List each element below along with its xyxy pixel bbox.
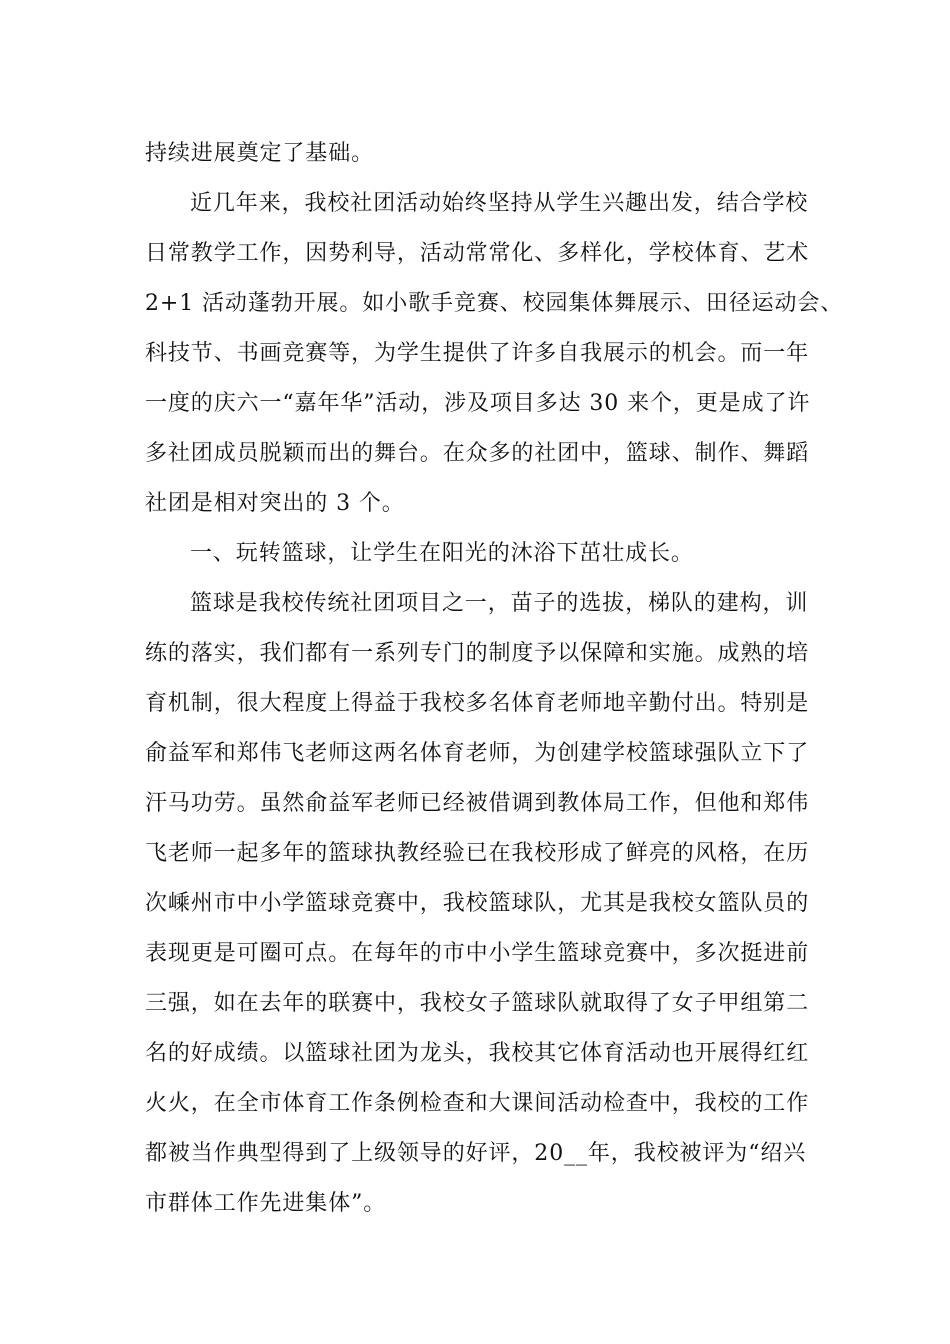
text-line: 次嵊州市中小学篮球竞赛中，我校篮球队，尤其是我校女篮队员的 — [145, 891, 810, 916]
text-line: 持续进展奠定了基础。 — [145, 141, 375, 166]
text-line: 多社团成员脱颖而出的舞台。在众多的社团中，篮球、制作、舞蹈 — [145, 441, 810, 466]
text-line: 名的好成绩。以篮球社团为龙头，我校其它体育活动也开展得红红 — [145, 1041, 810, 1066]
text-line: 飞老师一起多年的篮球执教经验已在我校形成了鲜亮的风格，在历 — [145, 841, 810, 866]
text-line: 育机制，很大程度上得益于我校多名体育老师地辛勤付出。特别是 — [145, 691, 810, 716]
text-line: 日常教学工作，因势利导，活动常常化、多样化，学校体育、艺术 — [145, 241, 810, 266]
text-line: 练的落实，我们都有一系列专门的制度予以保障和实施。成熟的培 — [145, 641, 810, 666]
text-line: 市群体工作先进集体”。 — [145, 1191, 387, 1216]
text-line: 近几年来，我校社团活动始终坚持从学生兴趣出发，结合学校 — [190, 191, 809, 216]
text-line: 汗马功劳。虽然俞益军老师已经被借调到教体局工作，但他和郑伟 — [145, 791, 810, 816]
text-line: 火火，在全市体育工作条例检查和大课间活动检查中，我校的工作 — [145, 1091, 810, 1116]
section-heading: 一、玩转篮球，让学生在阳光的沐浴下茁壮成长。 — [190, 541, 694, 566]
text-line: 社团是相对突出的 3 个。 — [145, 491, 405, 516]
text-line: 篮球是我校传统社团项目之一，苗子的选拔，梯队的建构，训 — [190, 591, 809, 616]
text-line: 科技节、书画竞赛等，为学生提供了许多自我展示的机会。而一年 — [145, 341, 810, 366]
text-line: 表现更是可圈可点。在每年的市中小学生篮球竞赛中，多次挺进前 — [145, 941, 810, 966]
text-line: 一度的庆六一“嘉年华”活动，涉及项目多达 30 来个，更是成了许 — [145, 391, 811, 416]
text-line: 俞益军和郑伟飞老师这两名体育老师，为创建学校篮球强队立下了 — [145, 741, 810, 766]
text-line: 都被当作典型得到了上级领导的好评，20__年，我校被评为“绍兴 — [145, 1141, 807, 1166]
text-line: 三强，如在去年的联赛中，我校女子篮球队就取得了女子甲组第二 — [145, 991, 810, 1016]
text-line: 2+1 活动蓬勃开展。如小歌手竞赛、校园集体舞展示、田径运动会、 — [145, 291, 844, 316]
document-body — [145, 129, 844, 1229]
